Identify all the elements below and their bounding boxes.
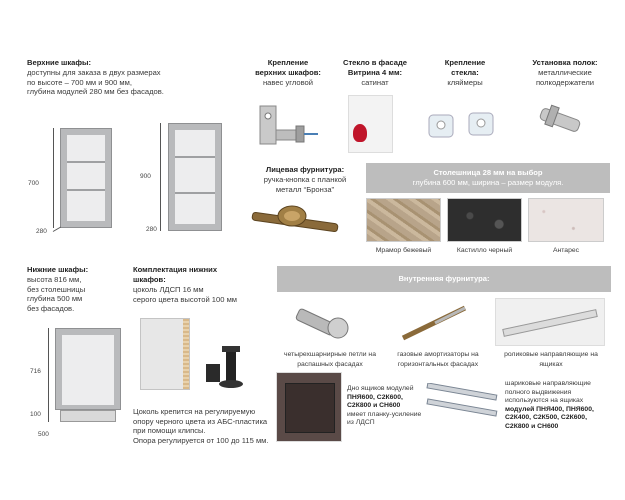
lower-line: высота 816 мм, (27, 275, 82, 284)
drawer-bottom-image (276, 372, 342, 442)
glass-clamps-image (425, 105, 505, 145)
plinth-note (133, 407, 293, 445)
swatch-antares (528, 198, 604, 242)
upper-line: доступны для заказа в двух размерах (27, 68, 161, 77)
swatch-castillo-black (447, 198, 522, 242)
upper-description (27, 68, 227, 97)
countertop-subtitle: глубина 600 мм, ширина – размер модуля. (412, 177, 564, 187)
adjustable-leg-image (200, 340, 260, 400)
dim-depth-280: 280 (36, 228, 47, 235)
wall-hanger-image (252, 100, 322, 150)
glass-text: сатинат (361, 78, 389, 87)
lower-line: глубина 500 мм (27, 294, 83, 303)
countertop-title: Столешница 28 мм на выбор (433, 168, 543, 177)
upper-line: глубина модулей 280 мм без фасадов. (27, 87, 164, 96)
gas-strut-image (395, 298, 475, 346)
rollers-text (492, 350, 610, 369)
lower-cabinet-drawing (40, 325, 130, 440)
drawer-bottom-line: из ЛДСП (347, 419, 375, 427)
shelves-text (510, 68, 620, 87)
plinth-note-line: опору черного цвета из АБС-пластика (133, 416, 268, 426)
lower-line: без столешницы (27, 284, 86, 294)
gas-text-line: газовые амортизаторы на (397, 351, 479, 358)
swatch-label: Мрамор бежевый (375, 247, 432, 254)
drawer-bottom-line: С2К800 и СН600 (347, 402, 401, 410)
cabinet-body (60, 128, 112, 228)
mount-glass-text: кляймеры (447, 78, 483, 87)
plinth-sample-image (140, 318, 190, 390)
ball-slides-image (425, 383, 500, 423)
countertop-header-band (366, 163, 610, 193)
mount-upper-text: навес угловой (262, 78, 314, 87)
dim-height-900: 900 (140, 173, 151, 180)
dim-depth-280: 280 (146, 226, 157, 233)
glass-title (330, 58, 420, 77)
lower-description (27, 275, 117, 313)
ball-line: полного выдвижения (505, 388, 572, 396)
front-text-line: ручка-кнопка с планкой (263, 175, 347, 184)
inner-header-band (277, 266, 611, 292)
front-text (245, 175, 365, 194)
mount-upper-title-line: Крепление (267, 58, 309, 67)
shelves-text-line: полкодержатели (535, 77, 595, 87)
drawer-bottom-line: имеет планку-усиление (347, 410, 422, 418)
plinth-text-line: серого цвета высотой 100 мм (133, 294, 238, 304)
cabinet-body (55, 328, 121, 410)
mount-glass-title-line: стекла: (451, 67, 479, 77)
ball-line: С2К400, С2К500, С2К600, (505, 414, 587, 422)
glass-sample-image (348, 95, 393, 153)
plinth-title-line: Комплектация нижних (133, 265, 218, 274)
hinges-text (275, 350, 385, 369)
mount-upper-title-line: верхних шкафов: (255, 67, 321, 77)
inner-title: Внутренняя фурнитура: (398, 274, 490, 283)
mount-upper-title (238, 58, 338, 77)
gas-text (388, 350, 488, 369)
upper-line: по высоте – 700 мм и 900 мм, (27, 77, 132, 87)
drawer-bottom-line: Дно ящиков модулей (347, 385, 414, 392)
ball-line: шариковые направляющие (505, 380, 591, 387)
swatch-marble-beige (366, 198, 441, 242)
dim-depth-500: 500 (38, 431, 49, 438)
bronze-handle-image (248, 200, 343, 238)
swatch-label: Кастилло черный (456, 247, 513, 254)
plinth-note-line: Опора регулируется от 100 до 115 мм. (133, 435, 269, 445)
dim-height-700: 700 (28, 180, 39, 187)
hinge-image (290, 298, 360, 346)
upper-cabinet-700-drawing (40, 125, 120, 240)
ball-line: используются на ящиках (505, 397, 584, 405)
plinth-title (133, 265, 283, 284)
shelf-support-image (532, 100, 592, 142)
lower-title: Нижние шкафы: (27, 265, 89, 274)
plinth-text (133, 285, 283, 304)
roller-slides-image (495, 298, 605, 346)
plinth-title-line: шкафов: (133, 274, 166, 284)
dim-leg-100: 100 (30, 411, 41, 418)
mount-glass-title (420, 58, 510, 77)
ball-line: модулей ПНЯ400, ПНЯ600, (505, 405, 594, 413)
hinges-text-line: четырехшарнирные петли на (284, 351, 376, 358)
glass-title-line: Витрина 4 мм: (347, 67, 403, 77)
ball-slides-text (505, 380, 615, 432)
plinth-panel (60, 410, 116, 422)
swatch-label: Антарес (552, 247, 580, 254)
gas-text-line: горизонтальных фасадах (397, 360, 479, 368)
upper-cabinet-900-drawing (150, 118, 230, 238)
rollers-text-line: роликовые направляющие на (504, 351, 598, 358)
lower-line: без фасадов. (27, 303, 75, 313)
plinth-note-line: при помощи клипсы. (133, 426, 206, 435)
glass-title-line: Стекло в фасаде (342, 58, 408, 67)
dim-height-716: 716 (30, 368, 41, 375)
plinth-note-line: Цоколь крепится на регулируемую (133, 407, 256, 416)
shelves-text-line: металлические (538, 68, 592, 77)
knob-sample (353, 124, 367, 142)
plinth-text-line: цоколь ЛДСП 16 мм (133, 285, 204, 294)
drawer-bottom-line: ПНЯ600, С2К600, (347, 393, 403, 401)
hinges-text-line: распашных фасадах (297, 360, 363, 368)
ball-line: С2К800 и СН600 (505, 422, 559, 430)
mount-glass-title-line: Крепление (444, 58, 486, 67)
shelves-title: Установка полок: (532, 58, 598, 67)
upper-title: Верхние шкафы: (27, 58, 92, 67)
rollers-text-line: ящиках (539, 360, 563, 368)
cabinet-body (168, 123, 222, 231)
front-title: Лицевая фурнитура: (265, 165, 345, 174)
front-text-line: металл “Бронза” (275, 184, 335, 194)
